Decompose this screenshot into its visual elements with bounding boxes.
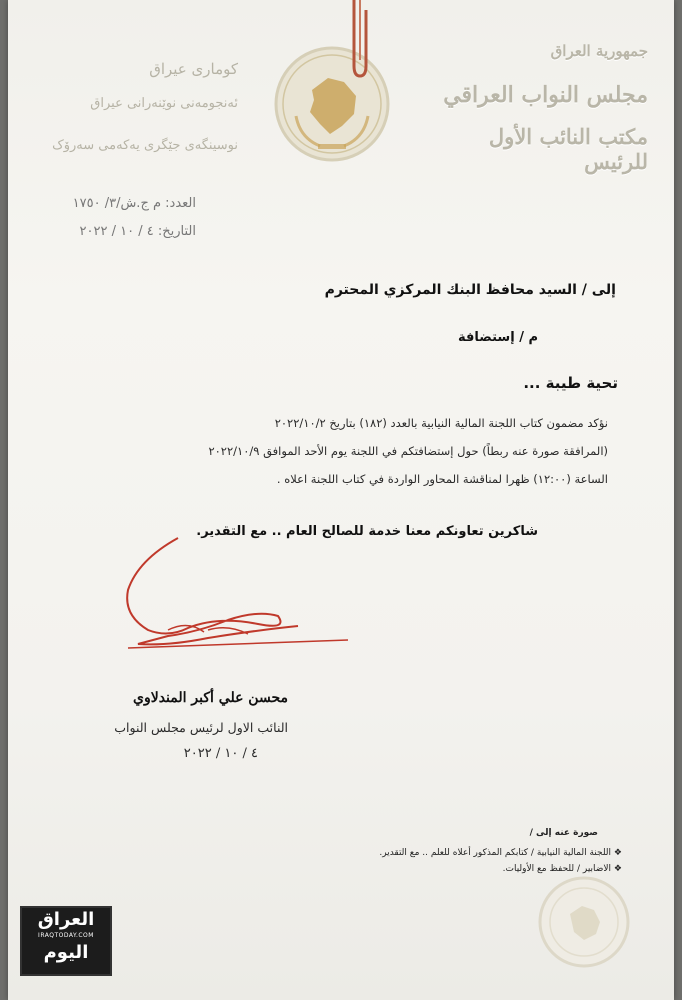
logo-site: IRAQTODAY.COM xyxy=(38,932,94,939)
copies-item-2 xyxy=(448,864,622,874)
copies-item-2-text: الاضابير / للحفظ مع الأوليات. xyxy=(502,864,612,874)
reference-date: التاريخ: ٤ / ١٠ / ٢٠٢٢ xyxy=(79,224,196,239)
greeting-line: تحية طيبة ... xyxy=(523,374,618,392)
kurdish-header-line-3: نوسینگەی جێگری یەکەمی سەرۆک xyxy=(52,138,238,153)
body-line-1: نؤكد مضمون كتاب اللجنة المالية النيابية بالعدد (١٨٢) بتاريخ ٢٠٢٢/١٠/٢ xyxy=(274,416,608,430)
logo-line-1: العراق xyxy=(37,909,95,930)
kurdish-header-line-2: ئەنجومەنی نوێنەرانی عیراق xyxy=(90,96,238,111)
copies-heading: صورة عنه إلى / xyxy=(529,828,598,838)
logo-line-2: اليوم xyxy=(43,942,89,963)
paper-clip-icon xyxy=(344,0,374,80)
arabic-header-line-1: جمهورية العراق xyxy=(550,42,648,60)
embossed-seal-icon xyxy=(536,874,632,970)
bullet-icon: ❖ xyxy=(611,864,622,874)
reference-number: العدد: م ج.ش/٣/ ١٧٥٠ xyxy=(72,196,196,211)
signatory-title: النائب الاول لرئيس مجلس النواب xyxy=(114,720,288,735)
iraq-today-logo xyxy=(20,906,112,976)
closing-line: شاكرين تعاونكم معنا خدمة للصالح العام .. مع التقدير. xyxy=(196,524,538,539)
copies-item-1 xyxy=(364,848,622,858)
body-line-3: الساعة (١٢:٠٠) ظهرا لمناقشة المحاور الواردة في كتاب اللجنة اعلاه . xyxy=(276,472,608,486)
arabic-header-line-2: مجلس النواب العراقي xyxy=(443,82,648,108)
body-line-2: (المرافقة صورة عنه ربطاً) حول إستضافتكم في اللجنة يوم الأحد الموافق ٢٠٢٢/١٠/٩ xyxy=(208,444,608,458)
subject-line: م / إستضافة xyxy=(458,330,538,345)
letter-paper xyxy=(8,0,674,1000)
handwritten-signature-icon xyxy=(108,520,368,660)
kurdish-header-line-1: كوماری عیراق xyxy=(149,60,238,78)
copies-item-1-text: اللجنة المالية النيابية / كتابكم المذكور أعلاه للعلم .. مع التقدير. xyxy=(379,848,612,858)
arabic-header-line-3: مكتب النائب الأول للرئيس xyxy=(488,124,648,174)
signatory-date: ٤ / ١٠ / ٢٠٢٢ xyxy=(183,746,258,761)
parliament-emblem-icon xyxy=(270,42,394,166)
recipient-line: إلى / السيد محافظ البنك المركزي المحترم xyxy=(324,282,616,298)
bullet-icon: ❖ xyxy=(611,848,622,858)
signatory-name: محسن علي أكبر المندلاوي xyxy=(133,690,288,706)
